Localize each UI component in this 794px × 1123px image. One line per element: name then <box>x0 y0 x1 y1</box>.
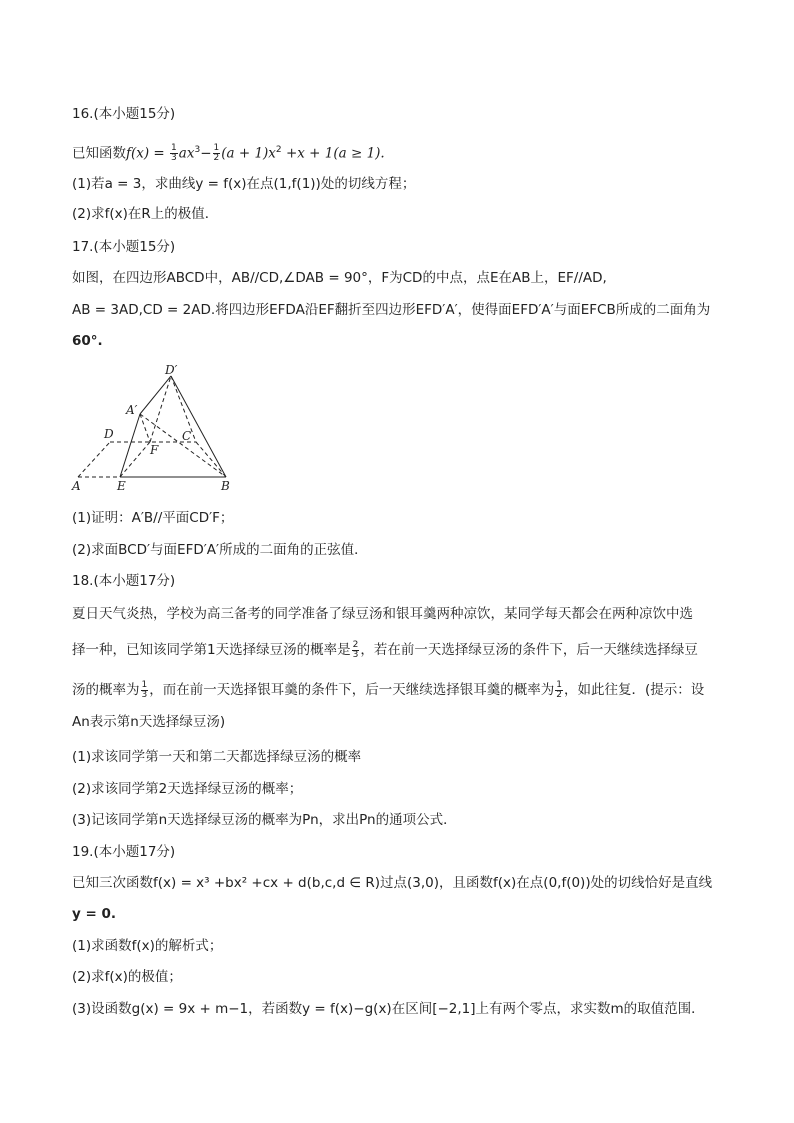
edge-DpB <box>171 376 226 477</box>
q18-part-1: (1)求该同学第一天和第二天都选择绿豆汤的概率 <box>72 749 362 765</box>
q18-stem-line-2: 择一种，已知该同学第1天选择绿豆汤的概率是 $\frac{2}{3}$ ，若在前一天选择绿豆汤的条件下，后一天继续选择绿豆 <box>72 639 698 660</box>
q17-part-2: (2)求面BCD′与面EFD′A′所成的二面角的正弦值． <box>72 542 368 558</box>
q19-header: 19.(本小题17分) <box>72 844 176 860</box>
edge-EAp <box>120 414 140 477</box>
edge-CB <box>196 442 226 477</box>
edge-AD <box>78 442 110 477</box>
label-Dp: D′ <box>165 363 178 377</box>
edge-EF <box>120 442 150 477</box>
edge-ApF <box>140 414 150 442</box>
q17-stem-line-2: AB = 3AD,CD = 2AD.将四边形EFDA沿EF翻折至四边形EFD′A′，使得面EFD′A′与面EFCB所成的二面角为 <box>72 302 711 318</box>
label-Ap: A′ <box>126 403 138 417</box>
fraction-two-thirds: $\frac{2}{3}$ <box>352 639 359 660</box>
edge-ApDp <box>140 376 171 414</box>
fraction-one-third-b: $\frac{1}{3}$ <box>141 679 148 700</box>
q17-stem-line-1: 如图，在四边形ABCD中，AB//CD,∠DAB = 90°，F为CD的中点，点E在AB上，EF//AD, <box>72 270 607 286</box>
q17-header: 17.(本小题15分) <box>72 239 176 255</box>
q16-part-2: (2)求f(x)在R上的极值． <box>72 206 219 222</box>
label-D: D <box>104 427 114 441</box>
q19-part-2: (2)求f(x)的极值； <box>72 969 182 985</box>
fraction-one-half: $\frac{1}{2}$ <box>213 143 220 163</box>
q17-part-1: (1)证明：A′B//平面CD′F； <box>72 510 234 526</box>
label-F: F <box>150 443 159 457</box>
q16-stem: 已知函数f(x) = $\frac{1}{3}$ $ax^3-$ $\frac{1}{2}$ $(a + 1)x^2 +x + 1(a \ge 1)$. <box>72 143 385 163</box>
q17-stem-line-3: 60°. <box>72 333 103 349</box>
label-B: B <box>221 479 230 492</box>
label-C: C <box>182 429 192 443</box>
q19-part-3: (3)设函数g(x) = 9x + m−1，若函数y = f(x)−g(x)在区间[−2,1]上有两个零点，求实数m的取值范围． <box>72 1001 705 1017</box>
q18-stem-line-1: 夏日天气炎热，学校为高三备考的同学准备了绿豆汤和银耳羹两种凉饮，某同学每天都会在两种凉饮中选 <box>72 606 693 622</box>
q19-part-1: (1)求函数f(x)的解析式； <box>72 938 223 954</box>
q19-stem-line-1: 已知三次函数f(x) = x³ +bx² +cx + d(b,c,d ∈ R)过点(3,0)，且函数f(x)在点(0,f(0))处的切线恰好是直线 <box>72 875 713 891</box>
label-E: E <box>117 479 126 492</box>
q18-stem-line-4: An表示第n天选择绿豆汤) <box>72 714 226 730</box>
fraction-one-third: $\frac{1}{3}$ <box>171 143 177 163</box>
q16-part-1: (1)若a = 3，求曲线y = f(x)在点(1,f(1))处的切线方程； <box>72 176 416 192</box>
label-A: A <box>72 479 81 492</box>
q16-header: 16.(本小题15分) <box>72 106 176 122</box>
fraction-one-half-b: $\frac{1}{2}$ <box>556 679 562 700</box>
q19-stem-line-2: y = 0. <box>72 906 117 922</box>
fold-geometry-figure <box>68 362 248 492</box>
q18-header: 18.(本小题17分) <box>72 573 176 589</box>
q18-part-2: (2)求该同学第2天选择绿豆汤的概率； <box>72 781 303 797</box>
q18-part-3: (3)记该同学第n天选择绿豆汤的概率为Pn，求出Pn的通项公式． <box>72 812 457 828</box>
q18-stem-line-3: 汤的概率为 $\frac{1}{3}$ ，而在前一天选择银耳羹的条件下，后一天继续选择银耳羹的概率为 $\frac{1}{2}$ ，如此往复．(提示：设 <box>72 679 705 700</box>
edge-FDp <box>150 376 171 442</box>
